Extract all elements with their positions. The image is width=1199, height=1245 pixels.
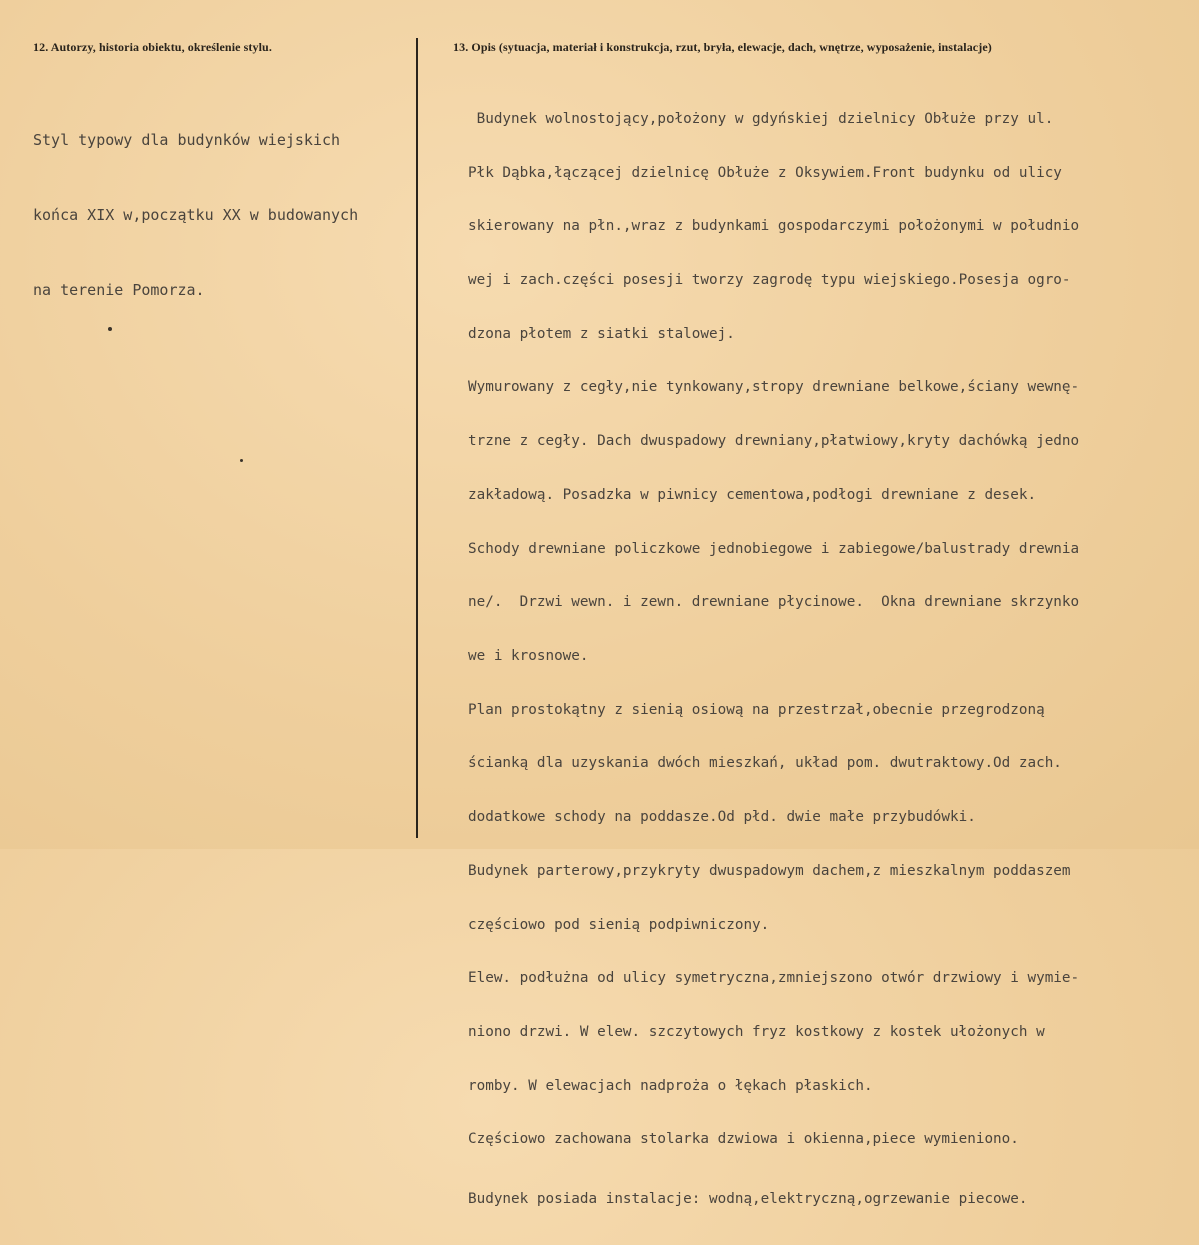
text-line: dodatkowe schody na poddasze.Od płd. dwie małe przybudówki. [468, 809, 976, 826]
text-line: Budynek wolnostojący,położony w gdyńskiej dzielnicy Obłuże przy ul. [468, 110, 1054, 127]
text-line: zakładową. Posadzka w piwnicy cementowa,podłogi drewniane z desek. [468, 486, 1037, 503]
paper-speck [108, 327, 112, 331]
text-line: na terenie Pomorza. [33, 281, 205, 299]
column-divider [416, 38, 418, 838]
section-13-heading: 13. Opis (sytuacja, materiał i konstrukcja, rzut, bryła, elewacje, dach, wnętrze, wyposażenie, instalacje) [453, 40, 992, 54]
section-13-text [468, 75, 1079, 1245]
text-line: Schody drewniane policzkowe jednobiegowe i zabiegowe/balustrady drewnia [468, 540, 1080, 557]
text-line: Budynek parterowy,przykryty dwuspadowym dachem,z mieszkalnym poddaszem [468, 862, 1071, 879]
text-line: końca XIX w,początku XX w budowanych [33, 206, 359, 224]
section-12-heading: 12. Autorzy, historia obiektu, określenie stylu. [33, 40, 272, 54]
text-line: Plan prostokątny z sienią osiową na przestrzał,obecnie przegrodzoną [468, 701, 1045, 718]
text-line: ne/. Drzwi wewn. i zewn. drewniane płycinowe. Okna drewniane skrzynko [468, 594, 1080, 611]
text-line: romby. W elewacjach nadproża o łękach płaskich. [468, 1077, 873, 1094]
section-12-text [33, 78, 358, 353]
text-line: Styl typowy dla budynków wiejskich [33, 131, 341, 149]
text-line: skierowany na płn.,wraz z budynkami gospodarczymi położonymi w południo [468, 218, 1080, 235]
text-line: Częściowo zachowana stolarka dzwiowa i okienna,piece wymieniono. [468, 1131, 1019, 1148]
text-line: ścianką dla uzyskania dwóch mieszkań, układ pom. dwutraktowy.Od zach. [468, 755, 1062, 772]
text-line: Wymurowany z cegły,nie tynkowany,stropy drewniane belkowe,ściany wewnę- [468, 379, 1080, 396]
text-line: niono drzwi. W elew. szczytowych fryz kostkowy z kostek ułożonych w [468, 1024, 1045, 1041]
text-line: Płk Dąbka,łączącej dzielnicę Obłuże z Oksywiem.Front budynku od ulicy [468, 164, 1062, 181]
text-line: wej i zach.części posesji tworzy zagrodę typu wiejskiego.Posesja ogro- [468, 271, 1071, 288]
text-line: trzne z cegły. Dach dwuspadowy drewniany,płatwiowy,kryty dachówką jedno [468, 433, 1080, 450]
text-line: Elew. podłużna od ulicy symetryczna,zmniejszono otwór drzwiowy i wymie- [468, 970, 1080, 987]
text-line: Budynek posiada instalacje: wodną,elektryczną,ogrzewanie piecowe. [468, 1191, 1028, 1208]
text-line: dzona płotem z siatki stalowej. [468, 325, 735, 342]
paper-speck [240, 459, 243, 462]
text-line: częściowo pod sienią podpiwniczony. [468, 916, 770, 933]
text-line: we i krosnowe. [468, 648, 589, 664]
